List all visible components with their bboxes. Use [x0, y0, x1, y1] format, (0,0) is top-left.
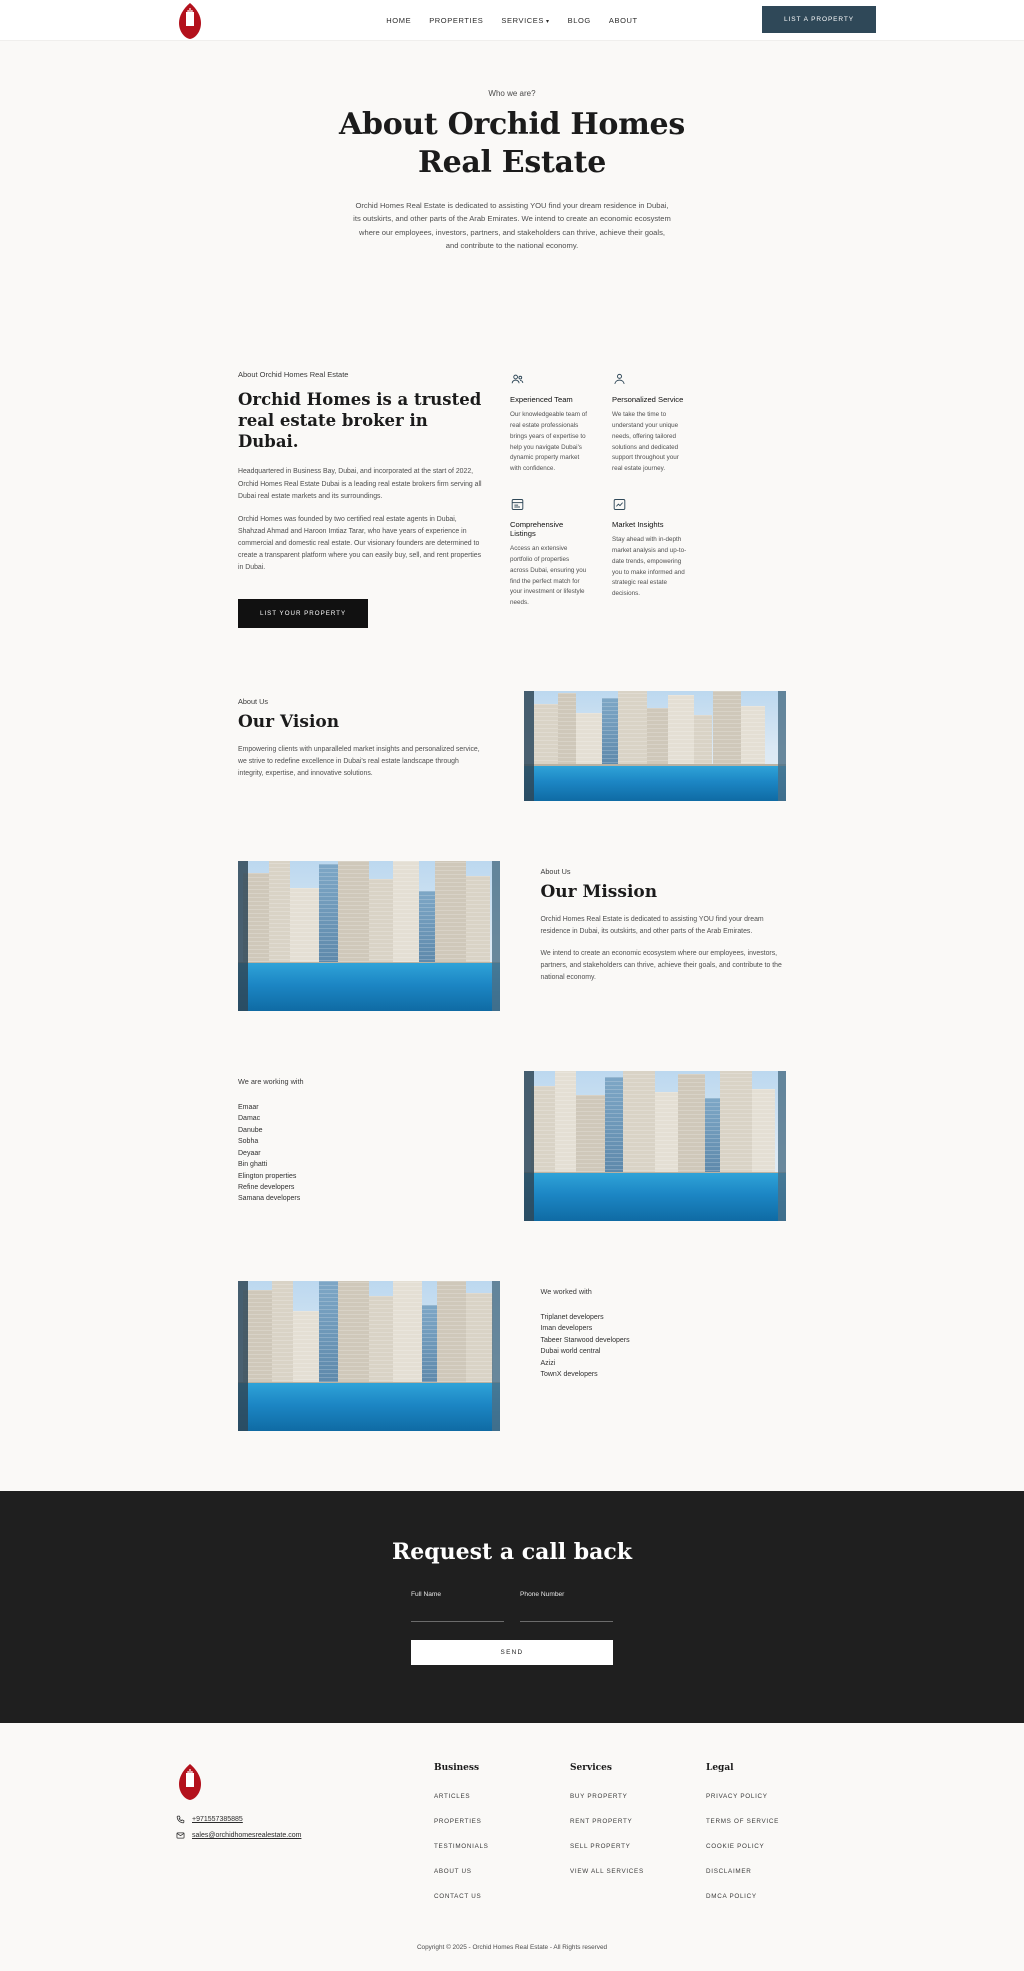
- feature-experienced-team: [510, 372, 588, 475]
- site-footer: [0, 1723, 1024, 1971]
- working-with-image: [524, 1071, 786, 1221]
- footer-phone[interactable]: [176, 1815, 434, 1824]
- footer-link-view-all-services[interactable]: VIEW ALL SERVICES: [570, 1868, 644, 1876]
- developer-list: [540, 1312, 786, 1380]
- copyright-text: Copyright © 2025 - Orchid Homes Real Estate - All Rights reserved: [416, 1944, 608, 1952]
- footer-link-dmca-policy[interactable]: DMCA POLICY: [706, 1893, 757, 1901]
- nav-label: SERVICES: [501, 15, 544, 25]
- chart-icon: [612, 497, 690, 513]
- list-item: Damac: [238, 1115, 261, 1123]
- send-button[interactable]: SEND: [411, 1640, 613, 1665]
- list-your-property-button[interactable]: LIST YOUR PROPERTY: [238, 599, 368, 628]
- vision-paragraph: Empowering clients with unparalleled market insights and personalized service, we strive to redefine excellence in Dubai's real estate landscape through integrity, expertise, and innovative solutions.: [238, 746, 480, 778]
- request-callback-section: [0, 1491, 1024, 1723]
- page-title-line2: Real Estate: [418, 144, 606, 180]
- nav-label: PROPERTIES: [429, 15, 484, 25]
- feature-title: Comprehensive Listings: [510, 520, 564, 539]
- mission-section: [0, 861, 1024, 1011]
- footer-column-business: [434, 1763, 570, 1910]
- footer-link-about-us[interactable]: ABOUT US: [434, 1868, 472, 1876]
- features-grid: [510, 370, 786, 631]
- hero-eyebrow: Who we are?: [488, 89, 536, 98]
- footer-column-title: Legal: [706, 1763, 734, 1774]
- mission-text: [540, 861, 786, 994]
- orchid-homes-logo: [176, 2, 204, 40]
- page-title: [0, 106, 1024, 181]
- footer-link-properties[interactable]: PROPERTIES: [434, 1818, 482, 1826]
- vision-heading: Our Vision: [238, 712, 340, 733]
- trusted-broker-section: [0, 370, 1024, 631]
- nav-item-services[interactable]: [501, 16, 549, 25]
- full-name-input[interactable]: [411, 1603, 504, 1613]
- handshake-icon: [612, 372, 690, 388]
- full-name-field-wrap: [411, 1591, 504, 1622]
- feature-title: Market Insights: [612, 520, 664, 530]
- feature-title: Experienced Team: [510, 395, 573, 405]
- trusted-text-column: [238, 370, 484, 631]
- mission-image: [238, 861, 500, 1011]
- callback-title: Request a call back: [391, 1539, 633, 1566]
- nav-label: ABOUT: [608, 15, 638, 25]
- list-item: Emaar: [238, 1104, 259, 1112]
- hero-section: [0, 41, 1024, 252]
- list-item: Iman developers: [540, 1325, 593, 1333]
- team-icon: [510, 372, 588, 388]
- orchid-homes-logo: [176, 1763, 204, 1801]
- footer-column-title: Business: [434, 1763, 480, 1774]
- feature-text: We take the time to understand your unique needs, offering tailored solutions and dedicated support throughout your real estate journey.: [612, 411, 679, 473]
- hero-paragraph: Orchid Homes Real Estate is dedicated to assisting YOU find your dream residence in Dubai, its outskirts, and other parts of the Arab Emirates. We intend to create an economic ecosystem where our employees, investors, partners, and stakeholders can thrive, achieve their goals, and contribute to the national economy.: [353, 201, 671, 250]
- footer-link-cookie-policy[interactable]: COOKIE POLICY: [706, 1843, 765, 1851]
- callback-form: [411, 1591, 613, 1622]
- footer-link-sell-property[interactable]: SELL PROPERTY: [570, 1843, 631, 1851]
- footer-column-services: [570, 1763, 706, 1910]
- list-a-property-button[interactable]: LIST A PROPERTY: [762, 6, 876, 33]
- worked-with-section: [0, 1281, 1024, 1431]
- feature-comprehensive-listings: [510, 497, 588, 609]
- footer-link-rent-property[interactable]: RENT PROPERTY: [570, 1818, 633, 1826]
- list-item: TownX developers: [540, 1371, 598, 1379]
- footer-link-privacy-policy[interactable]: PRIVACY POLICY: [706, 1793, 768, 1801]
- vision-text: [238, 691, 484, 790]
- nav-label: BLOG: [567, 15, 591, 25]
- working-with-section: [0, 1071, 1024, 1221]
- trusted-paragraph-2: Orchid Homes was founded by two certified real estate agents in Dubai, Shahzad Ahmad and Haroon Imtiaz Tarar, who have years of experience in commercial and domestic real estate. Our visionary founders are determined to create a transparent platform where you can easily buy, sell, and rent properties in Dubai.: [238, 515, 482, 571]
- footer-link-disclaimer[interactable]: DISCLAIMER: [706, 1868, 752, 1876]
- list-item: Azizi: [540, 1359, 556, 1367]
- mission-kicker: About Us: [540, 867, 571, 877]
- trusted-kicker: About Orchid Homes Real Estate: [238, 370, 349, 380]
- worked-with-kicker: We worked with: [540, 1287, 592, 1297]
- developer-list: [238, 1102, 484, 1205]
- footer-link-contact-us[interactable]: CONTACT US: [434, 1893, 482, 1901]
- phone-number-field-wrap: [520, 1591, 613, 1622]
- nav-item-about[interactable]: [609, 16, 638, 25]
- list-item: Elington properties: [238, 1172, 297, 1180]
- footer-column-title: Services: [570, 1763, 612, 1774]
- vision-kicker: About Us: [238, 697, 269, 707]
- site-header: [0, 0, 1024, 41]
- footer-email[interactable]: [176, 1831, 434, 1840]
- listings-icon: [510, 497, 588, 513]
- nav-item-blog[interactable]: [568, 16, 591, 25]
- list-item: Bin ghatti: [238, 1161, 268, 1169]
- footer-link-terms-of-service[interactable]: TERMS OF SERVICE: [706, 1818, 780, 1826]
- phone-number-input[interactable]: [520, 1603, 613, 1613]
- worked-with-image: [238, 1281, 500, 1431]
- worked-with-list: [540, 1281, 786, 1380]
- feature-text: Our knowledgeable team of real estate professionals brings years of expertise to help you navigate Dubai's dynamic property market with confidence.: [510, 411, 588, 473]
- phone-number-label: Phone Number: [520, 1591, 565, 1599]
- trusted-heading: Orchid Homes is a trusted real estate broker in Dubai.: [238, 390, 482, 452]
- footer-brand: [176, 1763, 434, 1910]
- list-item: Sobha: [238, 1138, 259, 1146]
- full-name-label: Full Name: [411, 1591, 442, 1599]
- vision-section: [0, 691, 1024, 801]
- vision-image: [524, 691, 786, 801]
- main-nav[interactable]: [386, 16, 637, 25]
- footer-link-articles[interactable]: ARTICLES: [434, 1793, 471, 1801]
- mission-heading: Our Mission: [540, 882, 658, 903]
- working-with-kicker: We are working with: [238, 1077, 304, 1087]
- list-item: Samana developers: [238, 1195, 301, 1203]
- list-item: Deyaar: [238, 1149, 261, 1157]
- logo-link[interactable]: [176, 2, 204, 40]
- feature-text: Access an extensive portfolio of properties across Dubai, ensuring you find the perfect match for your investment or lifestyle needs.: [510, 545, 587, 607]
- footer-column-legal: [706, 1763, 842, 1910]
- feature-title: Personalized Service: [612, 395, 684, 405]
- footer-link-buy-property[interactable]: BUY PROPERTY: [570, 1793, 628, 1801]
- page-title-line1: About Orchid Homes: [339, 107, 685, 142]
- email-link[interactable]: sales@orchidhomesrealestate.com: [192, 1832, 302, 1840]
- footer-link-testimonials[interactable]: TESTIMONIALS: [434, 1843, 489, 1851]
- list-item: Refine developers: [238, 1183, 295, 1191]
- nav-item-properties[interactable]: [429, 16, 483, 25]
- phone-link[interactable]: +971557385885: [192, 1816, 243, 1824]
- mail-icon: [176, 1831, 185, 1840]
- feature-personalized-service: [612, 372, 690, 475]
- list-item: Danube: [238, 1126, 263, 1134]
- nav-item-home[interactable]: [386, 16, 411, 25]
- list-item: Dubai world central: [540, 1348, 601, 1356]
- phone-icon: [176, 1815, 185, 1824]
- working-with-list: [238, 1071, 484, 1205]
- list-item: Tabeer Starwood developers: [540, 1336, 630, 1344]
- trusted-paragraph-1: Headquartered in Business Bay, Dubai, and incorporated at the start of 2022, Orchid Homes Real Estate Dubai is a leading real estate brokers firm serving all Dubai real estate markets and its surroundings.: [238, 468, 482, 500]
- list-item: Triplanet developers: [540, 1314, 604, 1322]
- feature-market-insights: [612, 497, 690, 609]
- mission-paragraph-1: Orchid Homes Real Estate is dedicated to assisting YOU find your dream residence in Dubai, its outskirts, and other parts of the Arab Emirates.: [540, 916, 764, 936]
- nav-label: HOME: [386, 15, 412, 25]
- mission-paragraph-2: We intend to create an economic ecosystem where our employees, investors, partners, and stakeholders can thrive, achieve their goals, and contribute to the national economy.: [540, 950, 782, 982]
- chevron-down-icon: ▾: [546, 18, 550, 25]
- feature-text: Stay ahead with in-depth market analysis and up-to-date trends, empowering you to make informed and strategic real estate decisions.: [612, 536, 687, 598]
